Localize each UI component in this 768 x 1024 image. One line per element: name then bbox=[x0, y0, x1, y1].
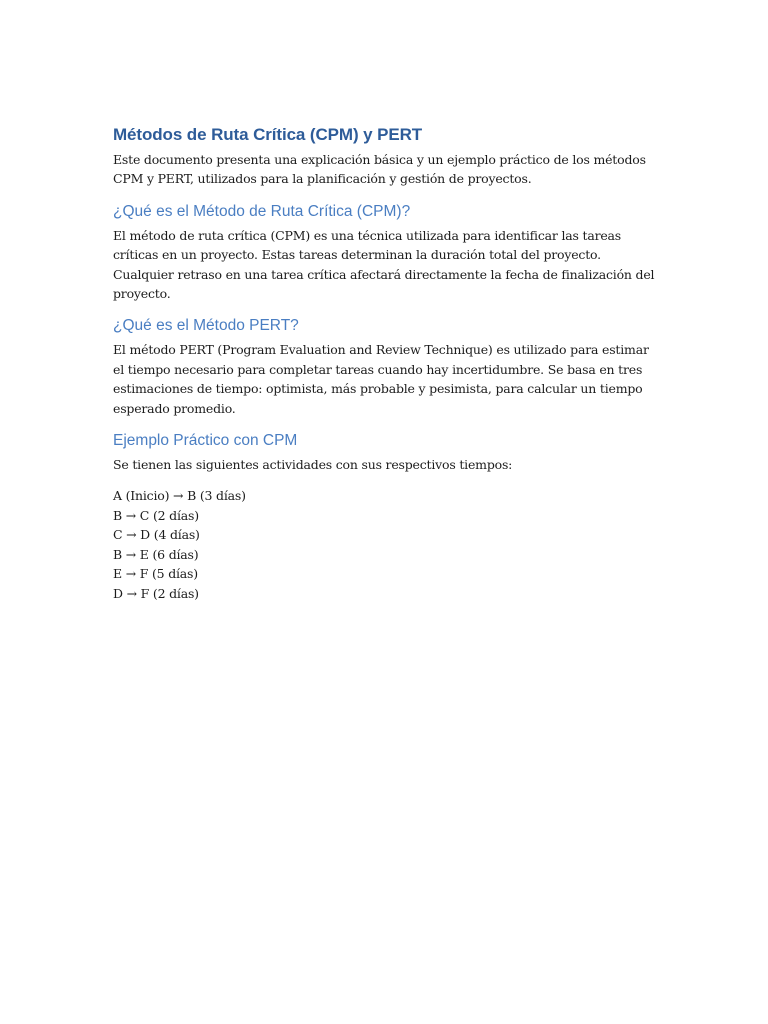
activity-item: A (Inicio) → B (3 días) bbox=[113, 488, 246, 504]
document-page bbox=[113, 124, 658, 603]
section-heading: ¿Qué es el Método de Ruta Crítica (CPM)? bbox=[113, 202, 411, 220]
section-cpm bbox=[113, 202, 658, 304]
intro-paragraph: Este documento presenta una explicación básica y un ejemplo práctico de los métodos CPM y PERT, utilizados para la planificación y gestión de proyectos. bbox=[113, 152, 646, 187]
section-body: El método PERT (Program Evaluation and Review Technique) es utilizado para estimar el tiempo necesario para completar tareas cuando hay incertidumbre. Se basa en tres estimaciones de tiempo: optimista, más probable y pesimista, para calcular un tiempo esperado promedio. bbox=[113, 342, 649, 416]
activity-item: B → E (6 días) bbox=[113, 546, 199, 562]
section-example bbox=[113, 431, 658, 474]
activity-item: B → C (2 días) bbox=[113, 507, 199, 523]
document-title: Métodos de Ruta Crítica (CPM) y PERT bbox=[113, 125, 423, 144]
section-heading: ¿Qué es el Método PERT? bbox=[113, 317, 299, 335]
section-heading: Ejemplo Práctico con CPM bbox=[113, 432, 298, 450]
activity-item: D → F (2 días) bbox=[113, 585, 199, 601]
activity-item: E → F (5 días) bbox=[113, 566, 198, 582]
section-body: Se tienen las siguientes actividades con sus respectivos tiempos: bbox=[113, 457, 513, 473]
activity-list bbox=[113, 486, 658, 602]
activity-item: C → D (4 días) bbox=[113, 527, 200, 543]
section-pert bbox=[113, 316, 658, 418]
section-body: El método de ruta crítica (CPM) es una técnica utilizada para identificar las tareas críticas en un proyecto. Estas tareas determinan la duración total del proyecto. Cualquier retraso en una tarea crítica afectará directamente la fecha de finalización del proyecto. bbox=[113, 227, 655, 302]
